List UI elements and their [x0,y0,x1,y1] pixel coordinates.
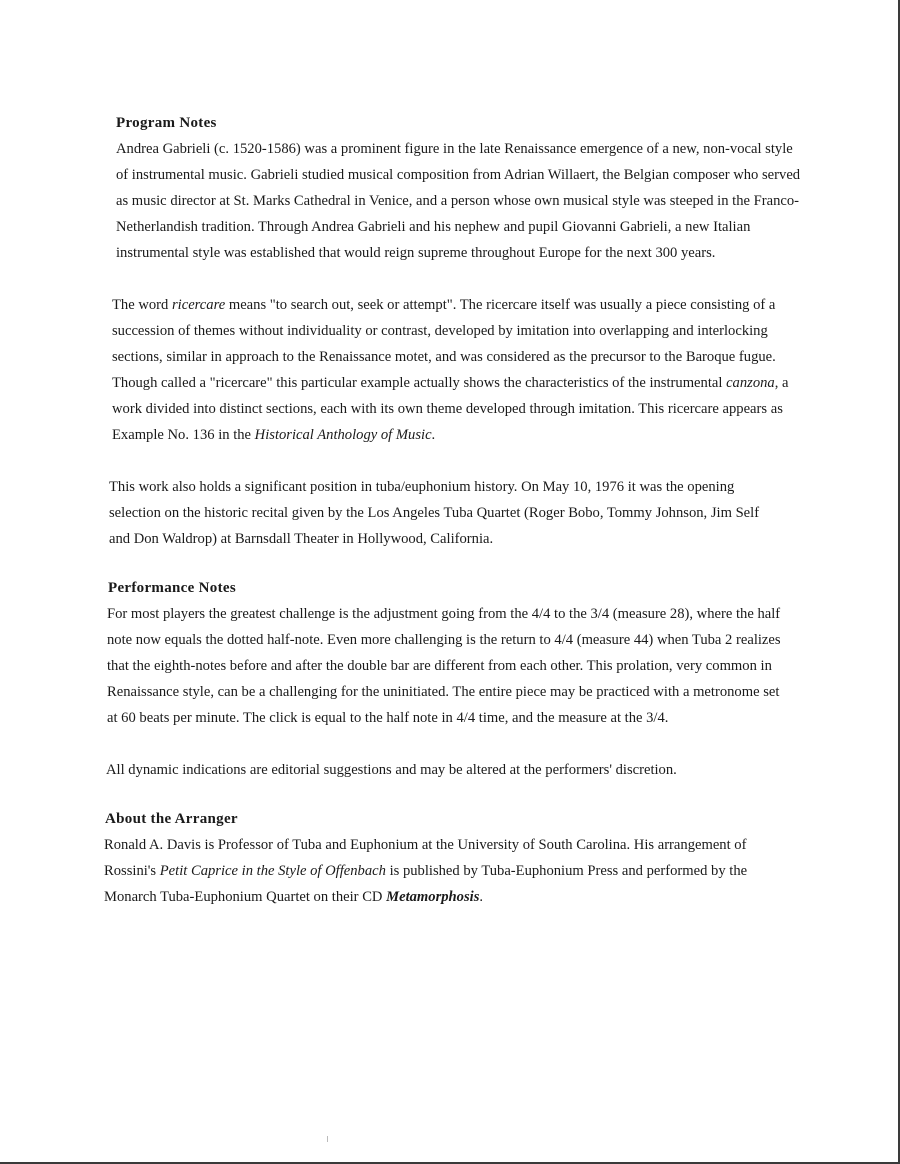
program-notes-paragraph-3: This work also holds a significant position in tuba/euphonium history. On May 10, 1976 it was the opening selection on the historic recital given by the Los Angeles Tuba Quartet (Roger Bobo, Tommy Johnson, Jim Self and Don Waldrop) at Barnsdall Theater in Hollywood, California. [109,479,760,547]
about-arranger-heading: About the Arranger [105,811,238,827]
historical-anthology-title: Historical Anthology of Music [254,427,432,443]
program-notes-paragraph-1: Andrea Gabrieli (c. 1520-1586) was a prominent figure in the late Renaissance emergence of a new, non-vocal style of instrumental music. Gabrieli studied musical composition from Adrian Willaert, the Belgian composer who served as music director at St. Marks Cathedral in Venice, and a person whose own musical style was steeped in the Franco-Netherlandish tradition. Through Andrea Gabrieli and his nephew and pupil Giovanni Gabrieli, a new Italian instrumental style was established that would reign supreme throughout Europe for the next 300 years. [116,141,801,261]
ricercare-term: ricercare [171,297,226,313]
performance-notes-paragraph-2: All dynamic indications are editorial suggestions and may be altered at the performers' discretion. [106,762,677,778]
metamorphosis-cd-title: Metamorphosis [386,889,480,905]
petit-caprice-title: Petit Caprice in the Style of Offenbach [159,863,386,879]
about-arranger-paragraph: Ronald A. Davis is Professor of Tuba and Euphonium at the University of South Carolina. His arrangement of Rossini's Petit Caprice in the Style of Offenbach is published by Tuba-Euphonium Press and performed by the Monarch Tuba-Euphonium Quartet on their CD Metamorphosis. [104,837,748,905]
program-notes-heading: Program Notes [116,115,217,131]
canzona-term: canzona [726,375,775,391]
performance-notes-paragraph-1: For most players the greatest challenge is the adjustment going from the 4/4 to the 3/4 (measure 28), where the half note now equals the dotted half-note. Even more challenging is the return to 4/4 (measure 44) when Tuba 2 realizes that the eighth-notes before and after the double bar are different from each other. This prolation, very common in Renaissance style, can be a challenging for the uninitiated. The entire piece may be practiced with a metronome set at 60 beats per minute. The click is equal to the half note in 4/4 time, and the measure at the 3/4. [107,606,781,726]
document-body [104,110,804,910]
program-notes-paragraph-2: The word ricercare means "to search out, seek or attempt". The ricercare itself was usually a piece consisting of a succession of themes without individuality or contrast, developed by imitation into overlapping and interlocking sections, similar in approach to the Renaissance motet, and was considered as the precursor to the Baroque fugue. Though called a "ricercare" this particular example actually shows the characteristics of the instrumental canzona, a work divided into distinct sections, each with its own theme developed through imitation. This ricercare appears as Example No. 136 in the Historical Anthology of Music. [112,297,789,443]
performance-notes-heading: Performance Notes [108,580,236,596]
scan-speck [327,1136,328,1142]
